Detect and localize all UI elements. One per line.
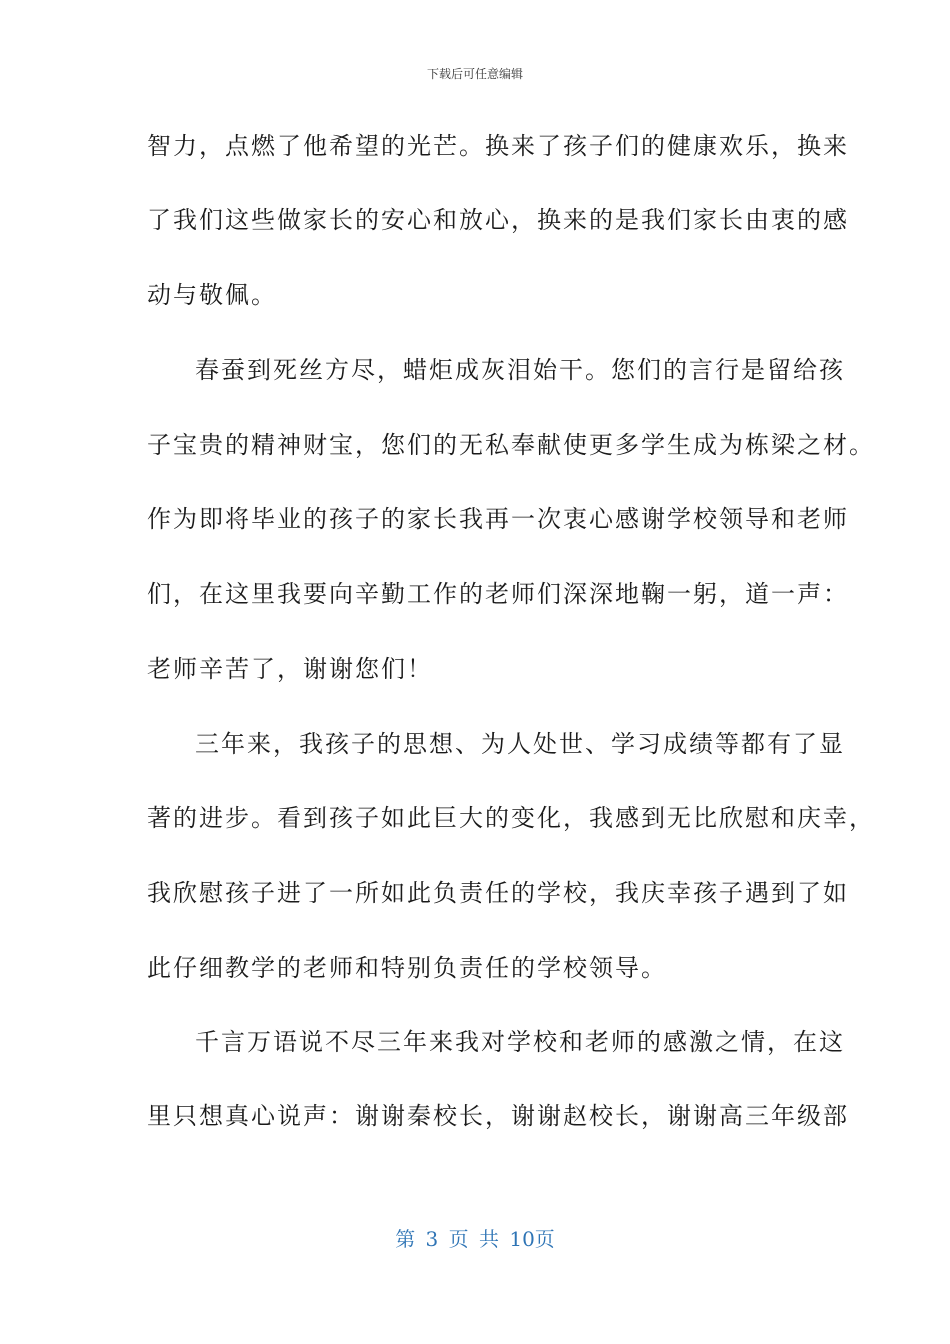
- text-line: 此仔细教学的老师和特别负责任的学校领导。: [147, 954, 667, 982]
- text-line: 著的进步。看到孩子如此巨大的变化，我感到无比欣慰和庆幸，: [147, 804, 875, 832]
- text-line: 春蚕到死丝方尽，蜡炬成灰泪始干。您们的言行是留给孩: [195, 356, 845, 384]
- text-line: 子宝贵的精神财宝，您们的无私奉献使更多学生成为栋梁之材。: [147, 431, 875, 459]
- text-line: 我欣慰孩子进了一所如此负责任的学校，我庆幸孩子遇到了如: [147, 879, 849, 907]
- text-line: 三年来，我孩子的思想、为人处世、学习成绩等都有了显: [195, 730, 845, 758]
- text-line: 动与敬佩。: [147, 281, 277, 309]
- text-line: 千言万语说不尽三年来我对学校和老师的感激之情，在这: [195, 1028, 845, 1056]
- page-number-footer: 第 3 页 共 10页: [395, 1227, 555, 1251]
- page-header: 下载后可任意编辑: [426, 67, 523, 81]
- text-line: 了我们这些做家长的安心和放心，换来的是我们家长由衷的感: [147, 206, 849, 234]
- text-line: 作为即将毕业的孩子的家长我再一次衷心感谢学校领导和老师: [147, 505, 849, 533]
- text-line: 里只想真心说声：谢谢秦校长，谢谢赵校长，谢谢高三年级部: [147, 1102, 849, 1130]
- text-line: 老师辛苦了，谢谢您们！: [147, 655, 433, 683]
- text-line: 们，在这里我要向辛勤工作的老师们深深地鞠一躬，道一声：: [147, 580, 849, 608]
- text-line: 智力，点燃了他希望的光芒。换来了孩子们的健康欢乐，换来: [147, 132, 849, 160]
